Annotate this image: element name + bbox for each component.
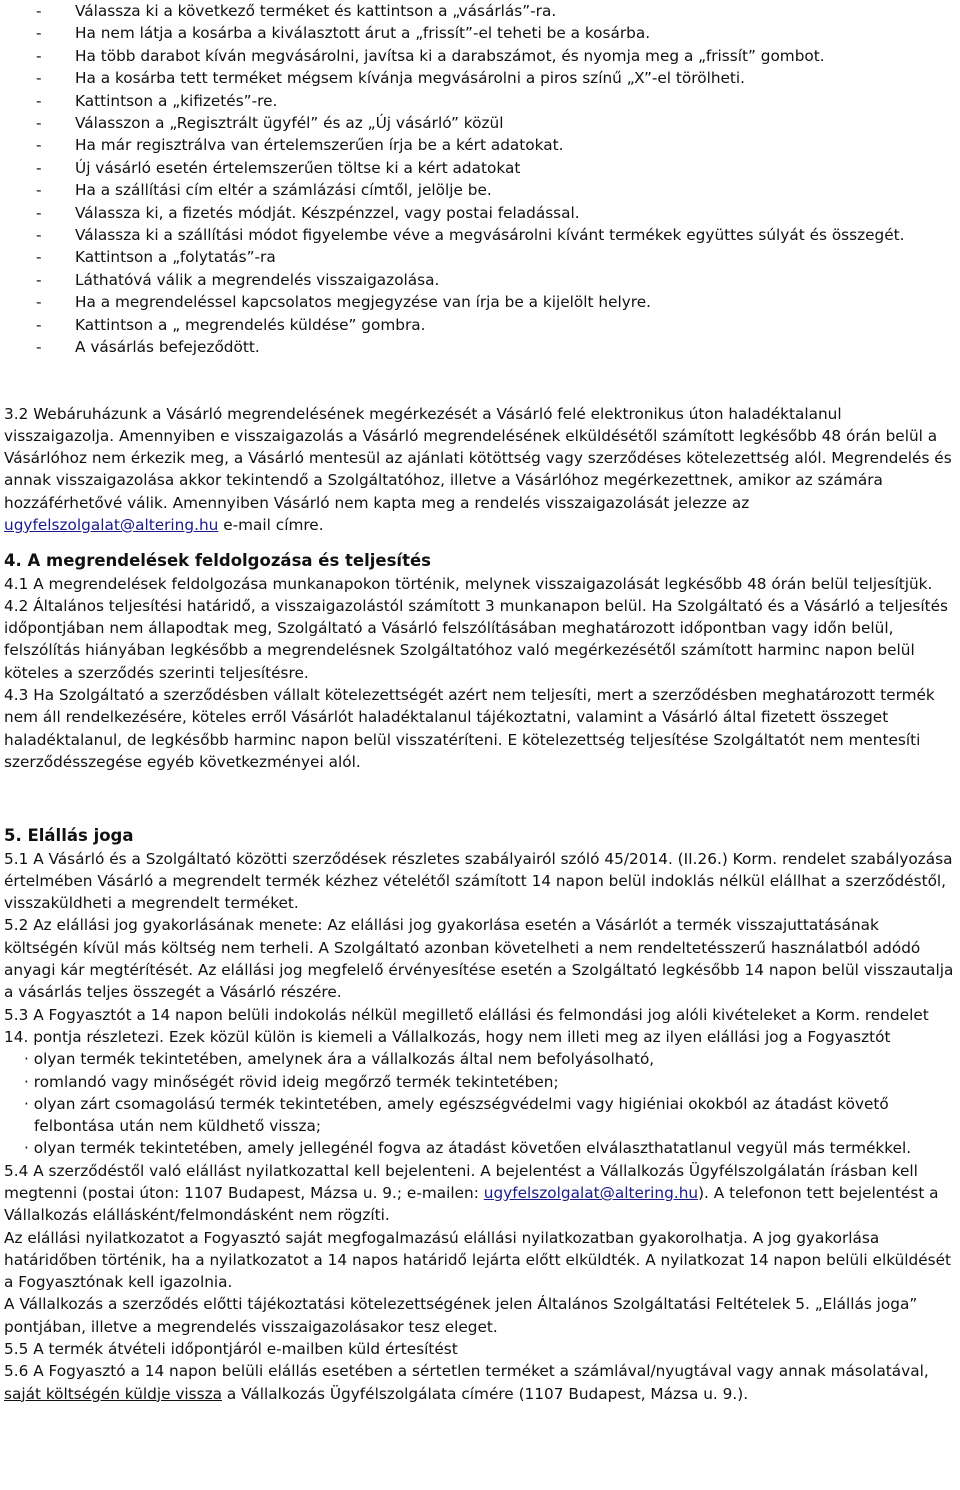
paragraph-withdrawal-statement: Az elállási nyilatkozatot a Fogyasztó saját megfogalmazású elállási nyilatkozatban gyakorolhatja. A jog gyakorlása határidőben történik, ha a nyilatkozatot a 14 napos határidő lejárta előtt elküldték. A nyilatkozat 14 napon belüli elküldését a Fogyasztónak kell igazolnia. bbox=[4, 1228, 952, 1292]
step-text: Kattintson a „kifizetés”-re. bbox=[75, 91, 278, 110]
bullet-marker: · bbox=[24, 1139, 29, 1158]
step-item bbox=[4, 22, 956, 44]
step-text: A vásárlás befejeződött. bbox=[75, 338, 260, 357]
step-text: Kattintson a „folytatás”-ra bbox=[75, 248, 276, 267]
paragraph-5-4-text: 5.4 A szerződéstől való elállást nyilatkozattal kell bejelenteni. A bejelentést a Vállalkozás Ügyfélszolgálatán írásban kell megtenni (postai úton: 1107 Budapest, Mázsa u. 9.; e-mailen: bbox=[4, 1161, 918, 1202]
step-item bbox=[4, 45, 956, 67]
paragraph-5-6-underlined: saját költségén küldje vissza bbox=[4, 1384, 223, 1403]
step-text: Új vásárló esetén értelemszerűen töltse ki a kért adatokat bbox=[75, 158, 521, 177]
paragraph-5-5: 5.5 A termék átvételi időpontjáról e-mailben küld értesítést bbox=[4, 1340, 458, 1359]
exception-bullet-item bbox=[4, 1048, 956, 1070]
step-item bbox=[4, 112, 956, 134]
dash-marker: - bbox=[36, 46, 42, 65]
step-item bbox=[4, 246, 956, 268]
step-item bbox=[4, 134, 956, 156]
step-item bbox=[4, 67, 956, 89]
paragraph-5-1: 5.1 A Vásárló és a Szolgáltató közötti szerződések részletes szabályairól szóló 45/2014. (II.26.) Korm. rendelet szabályozása értelmében Vásárló a megrendelt termék kézhez vételétől számított 14 napon belül indoklás nélkül elállhat a szerződéstől, visszaküldheti a megrendelt terméket. bbox=[4, 849, 953, 913]
step-item bbox=[4, 336, 956, 358]
paragraph-5-6-tail: a Vállalkozás Ügyfélszolgálata címére (1107 Budapest, Mázsa u. 9.). bbox=[226, 1384, 749, 1403]
step-item bbox=[4, 157, 956, 179]
dash-marker: - bbox=[36, 181, 42, 200]
step-text: Ha a szállítási cím eltér a számlázási címtől, jelölje be. bbox=[75, 181, 492, 200]
paragraph-5-6-text: 5.6 A Fogyasztó a 14 napon belüli elállás esetében a sértetlen terméket a számlával/nyugtával vagy annak másolatával, bbox=[4, 1362, 929, 1381]
step-item bbox=[4, 269, 956, 291]
paragraph-5-4-tail: ). A telefonon tett bejelentést a Vállalkozás elállásként/felmondásként nem rögzíti. bbox=[4, 1184, 939, 1225]
step-item bbox=[4, 314, 956, 336]
paragraph-5-2: 5.2 Az elállási jog gyakorlásának menete: Az elállási jog gyakorlása esetén a Vásárlót a termék visszajuttatásának költségén kívül más költség nem terheli. A Szolgáltató azonban követelheti a nem rendeltetésszerű használatból adódó anyagi kár megtérítését. Az elállási jog megfelelő érvényesítése esetén a Szolgáltató legkésőbb 14 napon belül visszautalja a vásárlás teljes összegét a Vásárló részére. bbox=[4, 916, 954, 1002]
step-item bbox=[4, 291, 956, 313]
paragraph-3-2 bbox=[4, 403, 956, 537]
dash-marker: - bbox=[36, 158, 42, 177]
dash-marker: - bbox=[36, 136, 42, 155]
bullet-text: romlandó vagy minőségét rövid ideig megőrző termék tekintetében; bbox=[33, 1072, 559, 1091]
step-item bbox=[4, 224, 956, 246]
step-item bbox=[4, 202, 956, 224]
bullet-text: olyan zárt csomagolású termék tekintetében, amely egészségvédelmi vagy higiéniai okokból az átadást követő felbontása után nem küldhető vissza; bbox=[33, 1094, 889, 1136]
bullet-text: olyan termék tekintetében, amelynek ára a vállalkozás által nem befolyásolható, bbox=[33, 1050, 655, 1069]
step-item bbox=[4, 179, 956, 201]
dash-marker: - bbox=[36, 315, 42, 334]
step-item bbox=[4, 90, 956, 112]
paragraph-3-2-tail: e-mail címre. bbox=[223, 515, 324, 534]
paragraph-4-2: 4.2 Általános teljesítési határidő, a visszaigazolástól számított 3 munkanapon belül. Ha Szolgáltató és a Vásárló a teljesítés időpontjában nem állapodtak meg, Szolgáltató a Vásárló felszólításában meghatározott időpontban vagy időn belül, felszólítás hiányában legkésőbb a megrendelésnek Szolgáltatóhoz való megérkezésétől számított harminc napon belül köteles a szerződés szerinti teljesítésre. bbox=[4, 596, 948, 682]
dash-marker: - bbox=[36, 24, 42, 43]
paragraph-5-6 bbox=[4, 1360, 956, 1405]
paragraph-3-2-text: 3.2 Webáruházunk a Vásárló megrendelésének megérkezését a Vásárló felé elektronikus úton haladéktalanul visszaigazolja. Amennyiben e visszaigazolás a Vásárló megrendelésének elküldésétől számított legkésőbb 48 órán belül a Vásárlóhoz nem érkezik meg, a Vásárló mentesül az ajánlati kötöttség vagy szerződéses kötelezettség alól. Megrendelés és annak visszaigazolása akkor tekintendő a Szolgáltatóhoz, illetve a Vásárlóhoz megérkezettnek, amikor az számára hozzáférhetővé válik. Amennyiben Vásárló nem kapta meg a rendelés visszaigazolását jelezze az bbox=[4, 404, 952, 512]
dash-marker: - bbox=[36, 2, 42, 20]
step-text: Kattintson a „ megrendelés küldése” gombra. bbox=[75, 315, 426, 334]
dash-marker: - bbox=[36, 270, 42, 289]
dash-marker: - bbox=[36, 226, 42, 245]
step-text: Válassza ki a szállítási módot figyelembe véve a megvásárolni kívánt termékek együttes súlyát és összegét. bbox=[75, 226, 905, 245]
exception-bullet-item bbox=[4, 1071, 956, 1093]
step-item bbox=[4, 0, 956, 22]
bullet-marker: · bbox=[24, 1094, 29, 1113]
paragraph-4-1: 4.1 A megrendelések feldolgozása munkanapokon történik, melynek visszaigazolását legkésőbb 48 órán belül teljesítjük. bbox=[4, 574, 933, 593]
ordering-steps-list bbox=[4, 0, 956, 359]
customer-service-email-link[interactable]: ugyfelszolgalat@altering.hu bbox=[4, 515, 219, 534]
bullet-marker: · bbox=[24, 1050, 29, 1069]
step-text: Válassza ki a következő terméket és kattintson a „vásárlás”-ra. bbox=[75, 2, 557, 20]
paragraph-5-3: 5.3 A Fogyasztót a 14 napon belüli indokolás nélkül megillető elállási és felmondási jog alóli kivételeket a Korm. rendelet 14. pontja részletezi. Ezek közül külön is kiemeli a Vállalkozás, hogy nem illeti meg az ilyen elállási jog a Fogyasztót bbox=[4, 1005, 929, 1046]
exception-bullet-item bbox=[4, 1137, 956, 1159]
section-4-heading: 4. A megrendelések feldolgozása és teljesítés bbox=[4, 551, 431, 571]
step-text: Ha a megrendeléssel kapcsolatos megjegyzése van írja be a kijelölt helyre. bbox=[75, 293, 652, 312]
customer-service-email-link-2[interactable]: ugyfelszolgalat@altering.hu bbox=[483, 1184, 699, 1202]
dash-marker: - bbox=[36, 69, 42, 88]
step-text: Ha nem látja a kosárba a kiválasztott árut a „frissít”-el teheti be a kosárba. bbox=[75, 24, 651, 43]
dash-marker: - bbox=[36, 248, 42, 267]
bullet-marker: · bbox=[24, 1072, 29, 1091]
step-text: Ha több darabot kíván megvásárolni, javítsa ki a darabszámot, és nyomja meg a „frissít” gombot. bbox=[75, 46, 825, 65]
bullet-text: olyan termék tekintetében, amely jellegénél fogva az átadást követően elválaszthatatlanul vegyül más termékkel. bbox=[33, 1139, 912, 1158]
dash-marker: - bbox=[36, 338, 42, 357]
dash-marker: - bbox=[36, 293, 42, 312]
paragraph-4-3: 4.3 Ha Szolgáltató a szerződésben vállalt kötelezettségét azért nem teljesíti, mert a szerződésben meghatározott termék nem áll rendelkezésére, köteles erről Vásárlót haladéktalanul tájékoztatni, valamint a Vásárló által fizetett összeget haladéktalanul, de legkésőbb harminc napon belül visszatéríteni. E kötelezettség teljesítése Szolgáltatót nem mentesíti szerződésszegése egyéb következményei alól. bbox=[4, 686, 935, 771]
dash-marker: - bbox=[36, 91, 42, 110]
step-text: Ha a kosárba tett terméket mégsem kívánja megvásárolni a piros színű „X”-el törölheti. bbox=[75, 69, 746, 88]
paragraph-information-obligation: A Vállalkozás a szerződés előtti tájékoztatási kötelezettségének jelen Általános Szolgáltatási Feltételek 5. „Elállás joga” pontjában, illetve a megrendelés visszaigazolásakor tesz eleget. bbox=[4, 1295, 918, 1336]
step-text: Válasszon a „Regisztrált ügyfél” és az „Új vásárló” közül bbox=[75, 114, 504, 133]
step-text: Láthatóvá válik a megrendelés visszaigazolása. bbox=[75, 270, 440, 289]
exception-bullet-item bbox=[4, 1093, 956, 1138]
section-5-heading: 5. Elállás joga bbox=[4, 826, 134, 846]
exception-bullet-list bbox=[4, 1048, 956, 1159]
step-text: Válassza ki, a fizetés módját. Készpénzzel, vagy postai feladással. bbox=[75, 203, 580, 222]
dash-marker: - bbox=[36, 114, 42, 133]
document-page bbox=[4, 0, 956, 1405]
dash-marker: - bbox=[36, 203, 42, 222]
paragraph-5-4 bbox=[4, 1160, 956, 1227]
step-text: Ha már regisztrálva van értelemszerűen írja be a kért adatokat. bbox=[75, 136, 564, 155]
